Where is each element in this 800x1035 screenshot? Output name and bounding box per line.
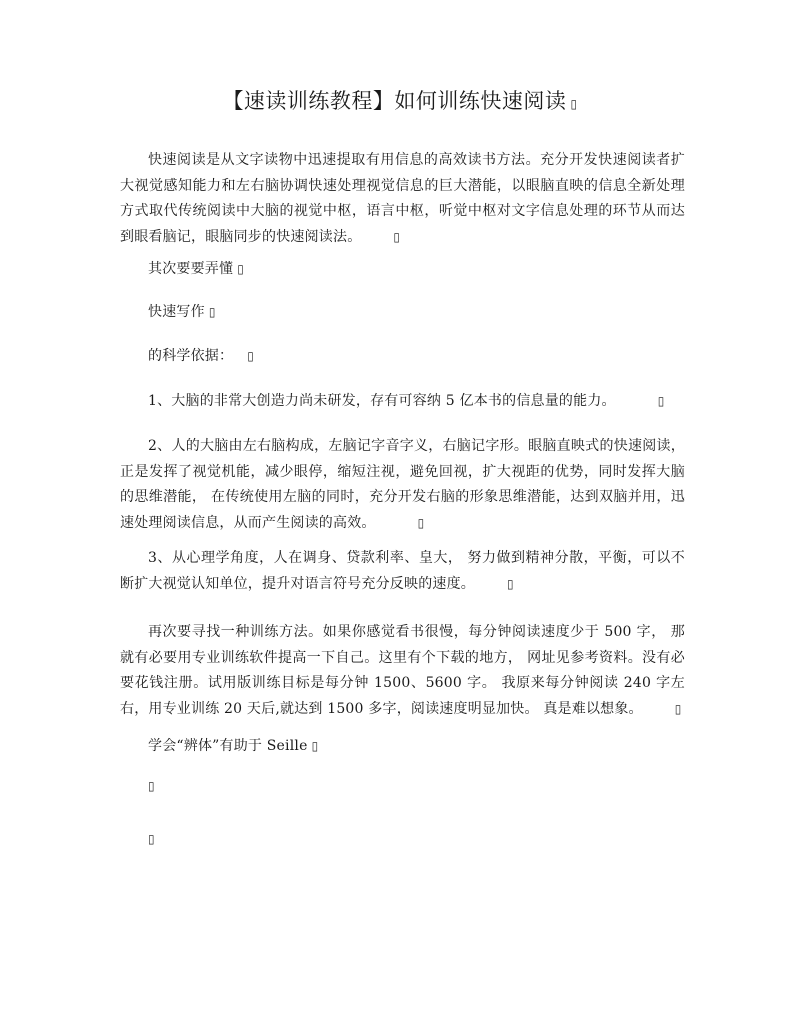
point-3-paragraph — [120, 546, 685, 597]
point-2-paragraph — [120, 434, 685, 536]
paragraph-text: 1、大脑的非常大创造力尚未研发，存有可容纳 5 亿本书的信息量的能力。 — [148, 393, 616, 409]
paragraph-mark-icon: ▯ — [570, 97, 578, 111]
document-title — [0, 86, 800, 119]
paragraph-text: 快速写作 — [148, 304, 205, 320]
paragraph-text: 的科学依据： — [148, 348, 234, 364]
section-line — [148, 259, 244, 279]
empty-paragraph — [148, 829, 155, 849]
training-method-paragraph — [120, 620, 685, 722]
paragraph-text: 再次要寻找一种训练方法。如果你感觉看书很慢，每分钟阅读速度少于 500 字， 那就有必要用专业训练软件提高一下自己。这里有个下载的地方， 网址见参考资料。没有必要花钱注册。试用版训练目标是每分钟 1500、5600 字。 我原来每分钟阅读 240 字左右，用专业训练 20 天后,就达到 1500 多字，阅读速度明显加快。 真是难以想象。 — [120, 624, 685, 717]
paragraph-mark-icon: ▯ — [247, 349, 255, 363]
intro-paragraph — [120, 148, 685, 250]
paragraph-mark-icon: ▯ — [148, 832, 155, 846]
section-line — [148, 346, 254, 366]
paragraph-text: 3、从心理学角度，人在调身、贷款利率、皇大， 努力做到精神分散，平衡，可以不断扩大视觉认知单位，提升对语言符号充分反映的速度。 — [120, 550, 685, 592]
paragraph-mark-icon: ▯ — [657, 394, 665, 408]
paragraph-mark-icon: ▯ — [507, 576, 514, 591]
paragraph-mark-icon: ▯ — [311, 739, 319, 753]
paragraph-mark-icon: ▯ — [674, 701, 682, 716]
title-text: 【速读训练教程】如何训练快速阅读 — [222, 89, 567, 113]
paragraph-text: 其次要要弄懂 — [148, 261, 234, 277]
paragraph-mark-icon: ▯ — [208, 305, 216, 319]
paragraph-mark-icon: ▯ — [237, 262, 245, 276]
paragraph-text: 快速阅读是从文字读物中迅速提取有用信息的高效读书方法。充分开发快速阅读者扩大视觉感知能力和左右脑协调快速处理视觉信息的巨大潜能，以眼脑直映的信息全新处理方式取代传统阅读中大脑的视觉中枢，语言中枢，听觉中枢对文字信息处理的环节从而达到眼看脑记，眼脑同步的快速阅读法。 — [120, 152, 685, 245]
paragraph-text: 学会“辨体”有助于 Seille — [148, 738, 308, 754]
empty-paragraph — [148, 776, 155, 796]
paragraph-mark-icon: ▯ — [393, 229, 401, 244]
point-1-paragraph — [120, 389, 685, 415]
section-line — [148, 302, 216, 322]
paragraph-text: 2、人的大脑由左右脑构成，左脑记字音字义，右脑记字形。眼脑直映式的快速阅读，正是发挥了视觉机能，减少眼停，缩短注视，避免回视，扩大视距的优势，同时发挥大脑的思维潜能， 在传统使用左脑的同时，充分开发右脑的形象思维潜能，达到双脑并用，迅速处理阅读信息，从而产生阅读的高效。 — [120, 438, 685, 531]
section-line — [148, 736, 318, 756]
paragraph-mark-icon: ▯ — [417, 515, 425, 530]
paragraph-mark-icon: ▯ — [148, 779, 155, 793]
